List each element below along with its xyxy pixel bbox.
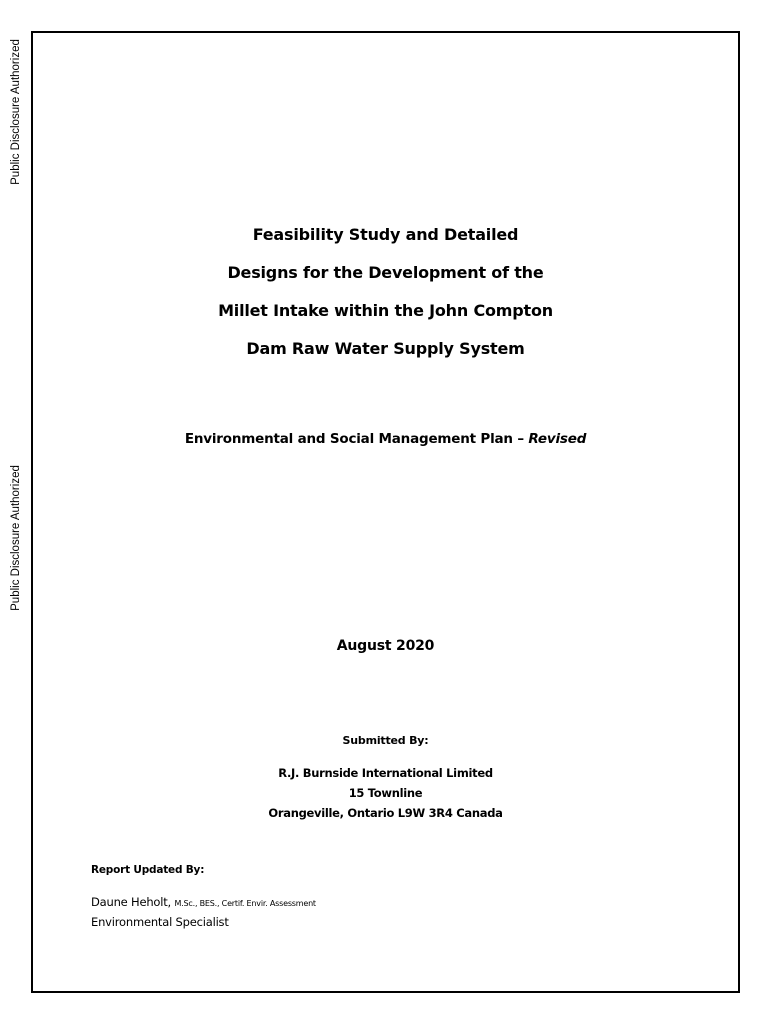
subtitle-revised: Revised	[528, 431, 587, 447]
submitter-address	[33, 763, 738, 823]
report-updated-by-label: Report Updated By:	[91, 864, 205, 876]
title-line-3: Millet Intake within the John Compton	[218, 301, 553, 320]
submitter-name: R.J. Burnside International Limited	[278, 766, 493, 780]
author-name: Daune Heholt,	[91, 895, 175, 909]
watermark-bottom-text: Public Disclosure Authorized	[10, 465, 22, 611]
subtitle-text: Environmental and Social Management Plan –	[184, 431, 529, 447]
submitter-street: 15 Townline	[348, 786, 423, 800]
title-line-1: Feasibility Study and Detailed	[252, 225, 519, 244]
author-credentials: M.Sc., BES., Certif. Envir. Assessment	[174, 899, 316, 908]
author-role: Environmental Specialist	[91, 915, 229, 929]
submitter-city: Orangeville, Ontario L9W 3R4 Canada	[268, 806, 503, 820]
submitted-by-label: Submitted By:	[342, 734, 429, 747]
title-line-2: Designs for the Development of the	[227, 263, 544, 282]
cover-page-frame	[31, 31, 740, 993]
watermark-top-text: Public Disclosure Authorized	[10, 39, 22, 185]
title-line-4: Dam Raw Water Supply System	[246, 339, 525, 358]
report-title	[33, 216, 738, 368]
author-line	[91, 893, 316, 913]
author-block	[91, 893, 316, 932]
report-subtitle	[33, 431, 738, 447]
report-date: August 2020	[336, 638, 435, 654]
